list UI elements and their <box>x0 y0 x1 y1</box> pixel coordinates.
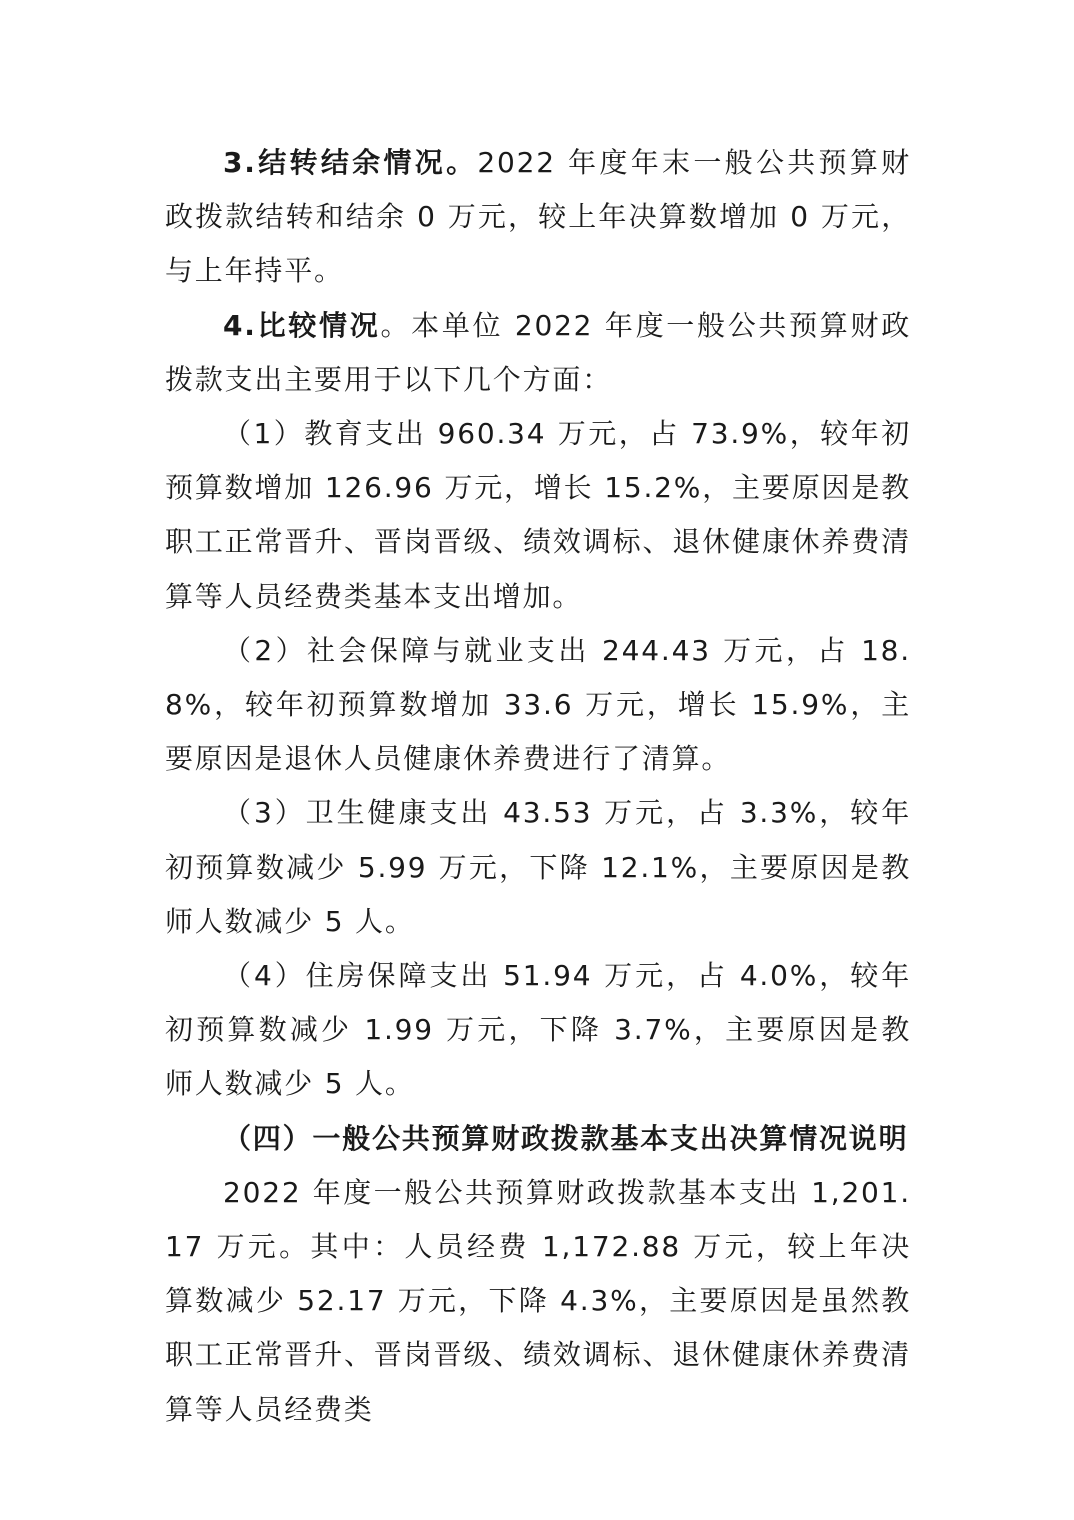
document-body <box>165 136 911 1437</box>
paragraph-text-carryover: 2022 年度年末一般公共预算财政拨款结转和结余 0 万元，较上年决算数增加 0 万元，与上年持平。 <box>165 146 911 288</box>
paragraph-housing-expense: （4）住房保障支出 51.94 万元，占 4.0%，较年初预算数减少 1.99 万元，下降 3.7%，主要原因是教师人数减少 5 人。 <box>165 959 911 1101</box>
section-heading-basic-expenditure: （四）一般公共预算财政拨款基本支出决算情况说明 <box>223 1121 909 1155</box>
paragraph-lead-comparison: 4.比较情况 <box>223 308 381 342</box>
paragraph-social-security-expense: （2）社会保障与就业支出 244.43 万元，占 18.8%，较年初预算数增加 33.6 万元，增长 15.9%，主要原因是退休人员健康休养费进行了清算。 <box>165 633 911 776</box>
paragraph-basic-expenditure: 2022 年度一般公共预算财政拨款基本支出 1,201.17 万元。其中：人员经费 1,172.88 万元，较上年决算数减少 52.17 万元，下降 4.3%，主要原因是虽然教职工正常晋升、晋岗晋级、绩效调标、退休健康休养费清算等人员经费类 <box>165 1175 911 1426</box>
paragraph-health-expense: （3）卫生健康支出 43.53 万元，占 3.3%，较年初预算数减少 5.99 万元，下降 12.1%，主要原因是教师人数减少 5 人。 <box>165 796 911 938</box>
paragraph-comparison <box>165 299 911 407</box>
paragraph-carryover-balance <box>165 136 911 299</box>
paragraph-lead-carryover: 3.结转结余情况。 <box>223 146 478 179</box>
paragraph-text-comparison: 。本单位 2022 年度一般公共预算财政拨款支出主要用于以下几个方面： <box>165 308 912 396</box>
paragraph-education-expense: （1）教育支出 960.34 万元，占 73.9%，较年初预算数增加 126.96 万元，增长 15.2%，主要原因是教职工正常晋升、晋岗晋级、绩效调标、退休健康休养费清算等人员经费类基本支出增加。 <box>165 417 911 613</box>
